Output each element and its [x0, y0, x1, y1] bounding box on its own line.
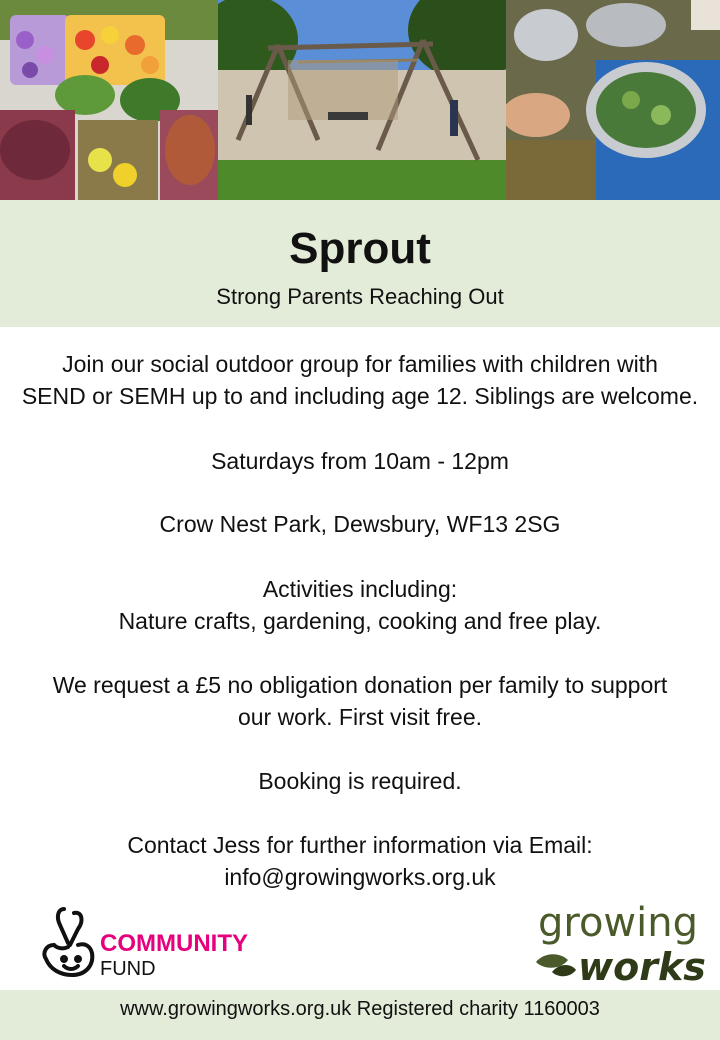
footer-text: www.growingworks.org.uk Registered charity 1160003: [120, 998, 600, 1020]
photo-strip: [0, 0, 720, 200]
community-fund-logo: [34, 903, 274, 983]
header-band: [0, 200, 720, 327]
location-text: Crow Nest Park, Dewsbury, WF13 2SG: [159, 511, 561, 537]
cooking-pot-photo: [506, 0, 720, 200]
activities-list: Nature crafts, gardening, cooking and free play.: [118, 608, 602, 634]
community-fund-line1: COMMUNITY: [100, 930, 248, 957]
booking-text: Booking is required.: [258, 768, 462, 794]
donation-line-1: We request a £5 no obligation donation per family to support: [52, 672, 668, 698]
intro-line-1: Join our social outdoor group for families with children with: [62, 351, 658, 377]
footer: [0, 990, 720, 1040]
playground-photo: [218, 0, 506, 200]
page-subtitle: Strong Parents Reaching Out: [216, 284, 504, 309]
activities-heading: Activities including:: [262, 576, 458, 602]
growing-works-line1: growing: [538, 900, 698, 946]
page-title: Sprout: [289, 224, 431, 273]
leaf-icon: [536, 954, 576, 976]
growing-works-line2: works: [578, 945, 706, 985]
crossed-fingers-icon: [44, 909, 92, 975]
edible-flowers-photo: [0, 0, 218, 200]
community-fund-line2: FUND: [100, 958, 156, 980]
contact-line: Contact Jess for further information via Email:: [127, 832, 593, 858]
contact-email[interactable]: info@growingworks.org.uk: [224, 864, 496, 890]
intro-line-2: SEND or SEMH up to and including age 12. Siblings are welcome.: [21, 383, 699, 409]
growing-works-logo: [530, 900, 710, 985]
schedule-text: Saturdays from 10am - 12pm: [211, 448, 509, 474]
donation-line-2: our work. First visit free.: [237, 704, 483, 730]
